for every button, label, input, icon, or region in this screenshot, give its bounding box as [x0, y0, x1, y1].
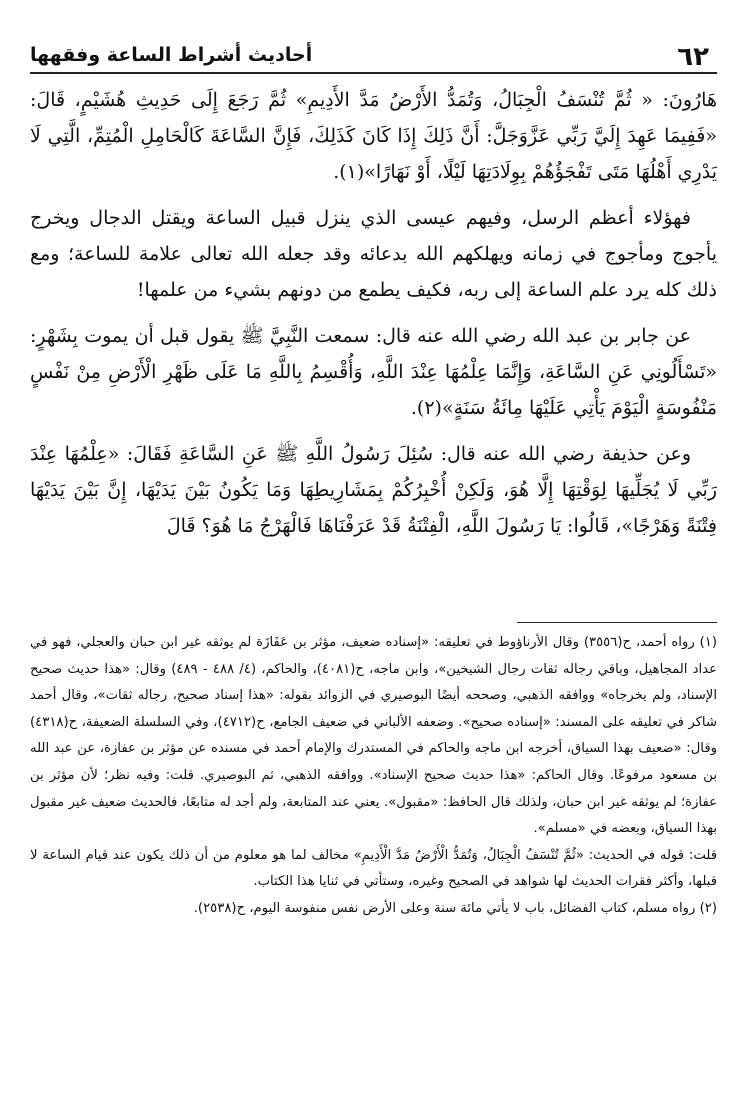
- footnote-1: (١) رواه أحمد، ح(٣٥٥٦) وقال الأرناؤوط في تعليقه: «إسناده ضعيف، مؤثر بن عَفَازَة لم يوثقه غير ابن حبان والعجلي، فهو في عداد المجاهيل، وباقي رجاله ثقات رجال الشيخين»، وابن ماجه، ح(٤٠٨١)، والحاكم، (٤/ ٤٨٨ - ٤٨٩) وقال: «هذا حديث صحيح الإسناد، ولم يخرجاه» ووافقه الذهبي، وصححه أيضًا البوصيري في الزوائد بقوله: «هذا إسناد صحيح، رجاله ثقات»، وقال أحمد شاكر في تعليقه على المسند: «إسناده صحيح». وضعفه الألباني في ضعيف الجامع، ح(٤٧١٢)، وفي السلسلة الضعيفة، ح(٤٣١٨) وقال: «ضعيف بهذا السياق، أخرجه ابن ماجه والحاكم في المستدرك والإمام أحمد في مسنده عن مؤثر بن عفازة، عن عبد الله بن مسعود مرفوعًا. وقال الحاكم: «هذا حديث صحيح الإسناد». ووافقه الذهبي، ثم البوصيري. قلت: وفيه نظر؛ لأن مؤثر بن عفازة؛ لم يوثقه غير ابن حبان، ولذلك قال الحافظ: «مقبول». يعني عند المتابعة، ولم أجد له متابعًا، فالحديث ضعيف غير مقبول بهذا السياق، وبعضه في «مسلم».: [30, 635, 718, 837]
- paragraph-commentary: فهؤلاء أعظم الرسل، وفيهم عيسى الذي ينزل قبيل الساعة ويقتل الدجال ويخرج يأجوج ومأجوج في زمانه ويهلكهم الله بدعائه وقد جعله الله تعالى علامة للساعة؛ ومع ذلك كله يرد علم الساعة إلى ربه، فكيف يطمع من دونهم بشيء من علمها!: [30, 207, 717, 301]
- footnote-1-note: قلت: قوله في الحديث: «ثُمَّ تُنْسَفُ الْجِبَالُ، وَتُمَدُّ الْأَرْضُ مَدَّ الْأَدِيمِ» مخالف لما هو معلوم من أن ذلك يكون عند قيام الساعة لا قبلها، وأكثر فقرات الحديث لها شواهد في الصحيح وغيره، وستأتي في ثنايا هذا الكتاب.: [30, 847, 717, 890]
- footnote-divider: [517, 622, 717, 623]
- page-header: [30, 40, 717, 74]
- page-number: ٦٢: [677, 42, 709, 72]
- paragraph-hudhayfa-hadith: وعن حذيفة رضي الله عنه قال: سُئِلَ رَسُولُ اللَّهِ ﷺ عَنِ السَّاعَةِ فَقَالَ: «عِلْمُهَا عِنْدَ رَبِّي لَا يُجَلِّيهَا لِوَقْتِهَا إِلَّا هُوَ، وَلَكِنْ أُخْبِرُكُمْ بِمَشَارِيطِهَا وَمَا يَكُونُ بَيْنَ يَدَيْهَا، إِنَّ بَيْنَ يَدَيْهَا فِتْنَةً وَهَرْجًا»، قَالُوا: يَا رَسُولَ اللَّهِ، الْفِتْنَةُ قَدْ عَرَفْنَاهَا فَالْهَرْجُ مَا هُوَ؟ قَالَ: [30, 443, 717, 537]
- page: [30, 0, 717, 1104]
- header-divider: [30, 72, 717, 74]
- footnote-2: (٢) رواه مسلم، كتاب الفضائل، باب لا يأتي مائة سنة وعلى الأرض نفس منفوسة اليوم، ح(٢٥٣٨).: [193, 900, 717, 916]
- running-title: أحاديث أشراط الساعة وفقهها: [30, 44, 313, 66]
- paragraph-hadith-continuation: هَارُونَ: « ثُمَّ تُنْسَفُ الْجِبَالُ، وَتُمَدُّ الأَرْضُ مَدَّ الأَدِيمِ» ثُمَّ رَجَعَ إِلَى حَدِيثِ هُشَيْمٍ، قَالَ: «فَفِيمَا عَهِدَ إِلَيَّ رَبِّي عَزَّوَجَلَّ: أَنَّ ذَلِكَ إِذَا كَانَ كَذَلِكَ، فَإِنَّ السَّاعَةَ كَالْحَامِلِ الْمُتِمِّ، الَّتِي لَا يَدْرِي أَهْلُهَا مَتَى تَفْجَؤُهُمْ بِوِلَادَتِهَا لَيْلًا، أَوْ نَهَارًا»(١).: [30, 89, 717, 183]
- footnotes: [30, 630, 717, 923]
- paragraph-jabir-hadith: عن جابر بن عبد الله رضي الله عنه قال: سمعت النَّبِيَّ ﷺ يقول قبل أن يموت بِشَهْرٍ: «تَسْأَلُونِي عَنِ السَّاعَةِ، وَإِنَّمَا عِلْمُهَا عِنْدَ اللَّهِ، وَأُقْسِمُ بِاللَّهِ مَا عَلَى ظَهْرِ الْأَرْضِ مِنْ نَفْسٍ مَنْفُوسَةٍ الْيَوْمَ يَأْتِي عَلَيْهَا مِائَةُ سَنَةٍ»(٢).: [30, 325, 717, 419]
- main-text: [30, 82, 717, 554]
